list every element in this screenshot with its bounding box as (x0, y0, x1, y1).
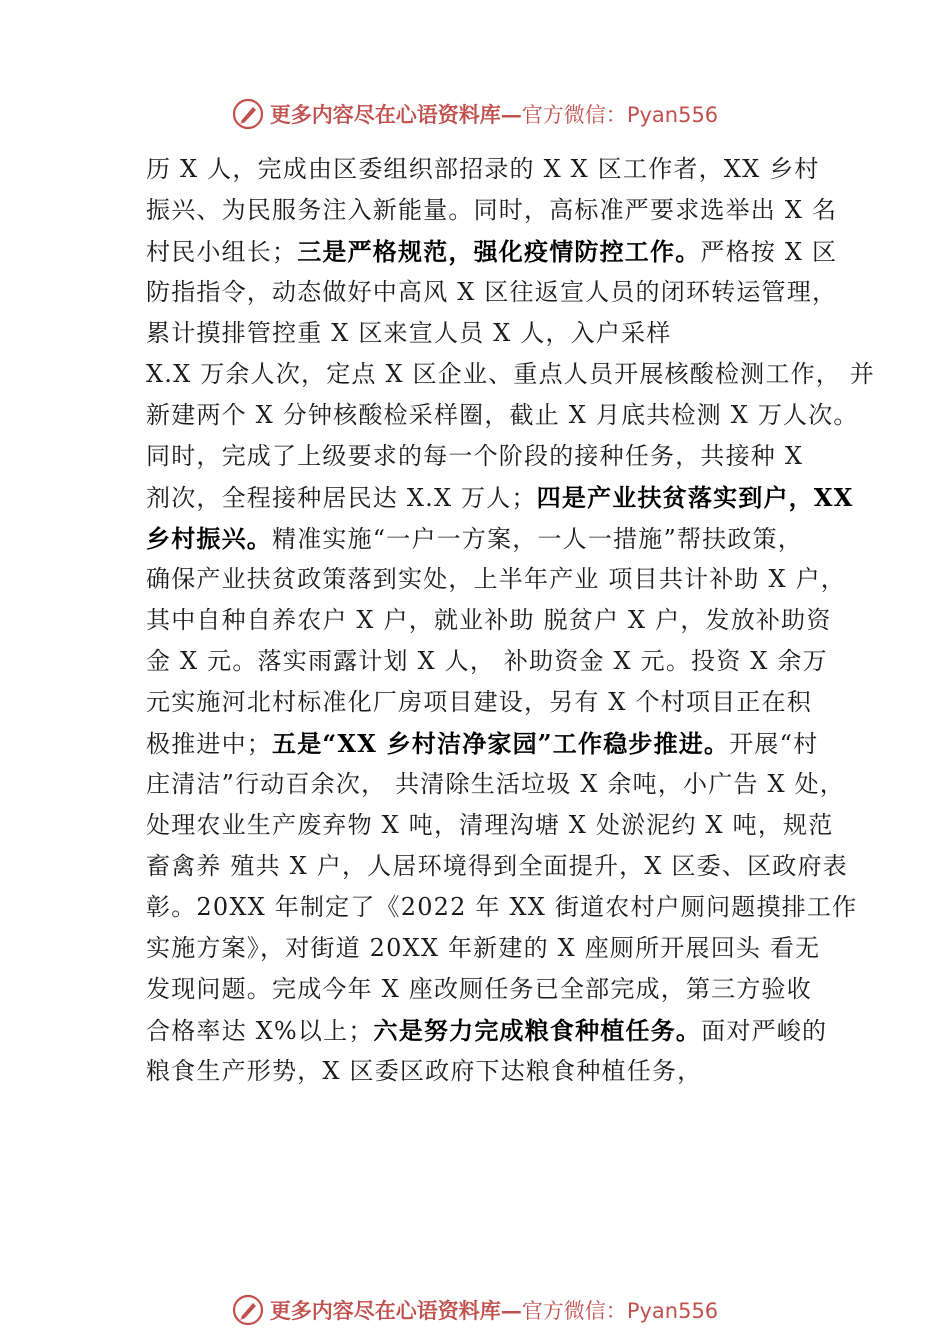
body-text: 其中自种自养农户 X 户，就业补助 脱贫户 X 户，发放补助资 (146, 606, 832, 634)
text-line (146, 149, 836, 190)
body-text: 新建两个 X 分钟核酸检采样圈，截止 X 月底共检测 X 万人次。 (146, 401, 859, 429)
body-text: 畜禽养 殖共 X 户，人居环境得到全面提升，X 区委、区政府表 (146, 852, 848, 880)
body-text: 防指指令，动态做好中高风 X 区往返宣人员的闭环转运管理， (146, 278, 838, 306)
text-line (146, 559, 846, 600)
body-text: 振兴、为民服务注入新能量。同时，高标准严要求选举出 X 名 (146, 196, 838, 224)
body-text: 严格按 X 区 (700, 238, 838, 266)
watermark-header (0, 94, 950, 134)
body-text: 极推进中； (146, 730, 272, 758)
text-line (146, 1051, 836, 1092)
text-line (146, 477, 854, 518)
pen-logo-icon (232, 98, 264, 130)
text-line (146, 231, 836, 272)
body-text: 剂次，全程接种居民达 X.X 万人； (146, 484, 537, 512)
watermark-text: 更多内容尽在心语资料库—官方微信：Pyan556 (269, 1298, 719, 1323)
text-line (146, 928, 836, 969)
text-line (146, 641, 836, 682)
watermark-footer (0, 1290, 950, 1330)
text-line (146, 190, 836, 231)
text-line (146, 518, 836, 559)
body-text: 实施方案》，对街道 20XX 年新建的 X 座厕所开展回头 看无 (146, 934, 821, 962)
bold-heading-text: 六是努力完成粮食种植任务。 (373, 1016, 702, 1045)
body-text: 金 X 元。落实雨露计划 X 人， 补助资金 X 元。投资 X 余万 (146, 647, 828, 675)
text-line (146, 354, 876, 395)
body-text: 开展“村 (729, 730, 819, 758)
body-text: 同时，完成了上级要求的每一个阶段的接种任务，共接种 X (146, 442, 804, 470)
text-line (146, 887, 858, 928)
text-line (146, 600, 836, 641)
body-text: 村民小组长； (146, 238, 298, 266)
text-line (146, 846, 848, 887)
body-text: 处理农业生产废弃物 X 吨，清理沟塘 X 处淤泥约 X 吨，规范 (146, 811, 834, 839)
bold-heading-text: 四是产业扶贫落实到户，XX (536, 483, 854, 512)
body-text: 庄清洁”行动百余次， 共清除生活垃圾 X 余吨，小广告 X 处， (146, 770, 845, 798)
text-line (146, 436, 836, 477)
text-line (146, 969, 836, 1010)
body-text: 面对严峻的 (701, 1017, 828, 1045)
body-text: 历 X 人，完成由区委组织部招录的 X X 区工作者，XX 乡村 (146, 155, 820, 183)
text-line (146, 764, 845, 805)
text-line (146, 272, 836, 313)
bold-heading-text: 五是“XX 乡村洁净家园”工作稳步推进。 (272, 729, 730, 758)
body-text: 元实施河北村标准化厂房项目建设，另有 X 个村项目正在积 (146, 688, 812, 716)
body-text: 彰。20XX 年制定了《2022 年 XX 街道农村户厕问题摸排工作 (146, 893, 858, 921)
body-text: 粮食生产形势，X 区委区政府下达粮食种植任务， (146, 1057, 703, 1085)
bold-heading-text: 乡村振兴。 (146, 524, 272, 553)
text-line (146, 805, 836, 846)
pen-logo-icon (232, 1294, 264, 1326)
watermark-text: 更多内容尽在心语资料库—官方微信：Pyan556 (269, 102, 719, 127)
body-text: 精准实施“一户一方案，一人一措施”帮扶政策， (272, 525, 803, 553)
bold-heading-text: 三是严格规范，强化疫情防控工作。 (297, 237, 701, 266)
text-line (146, 682, 836, 723)
body-text: 确保产业扶贫政策落到实处，上半年产业 项目共计补助 X 户， (146, 565, 846, 593)
body-text: 发现问题。完成今年 X 座改厕任务已全部完成，第三方验收 (146, 975, 812, 1003)
body-text: X.X 万余人次，定点 X 区企业、重点人员开展核酸检测工作， 并 (146, 360, 876, 388)
body-text: 累计摸排管控重 X 区来宣人员 X 人，入户采样 (146, 319, 672, 347)
document-body (146, 149, 876, 1092)
text-line (146, 395, 859, 436)
text-line (146, 313, 836, 354)
text-line (146, 1010, 836, 1051)
body-text: 合格率达 X%以上； (146, 1017, 374, 1045)
text-line (146, 723, 836, 764)
